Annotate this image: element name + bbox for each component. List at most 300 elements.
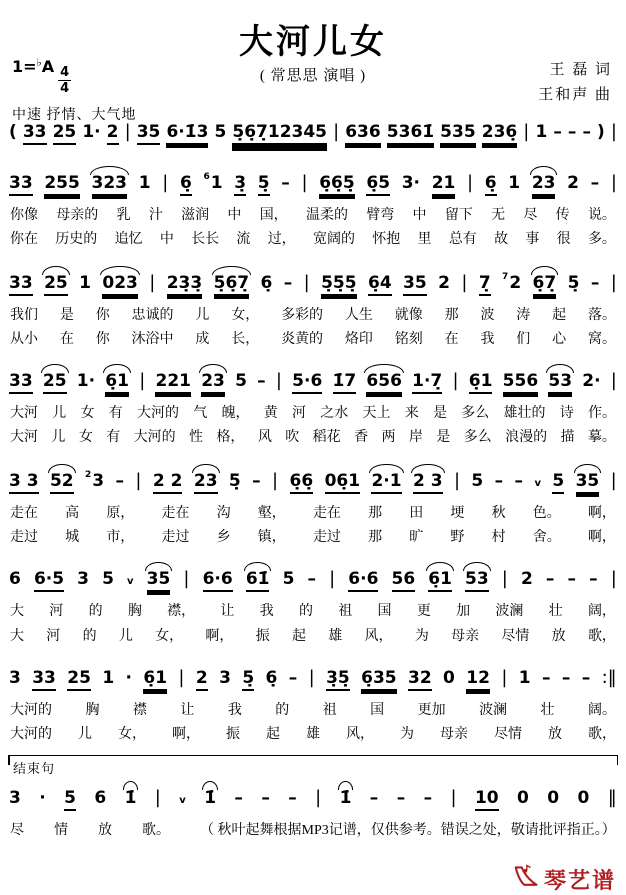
lyric-word: 河	[292, 406, 306, 422]
lyric-word: 中	[159, 232, 174, 248]
note-token: 25	[52, 122, 77, 142]
note-token: 0	[517, 787, 529, 808]
barline: |	[461, 271, 468, 293]
note-token: 535	[440, 122, 476, 142]
note-token: 06̣1	[324, 470, 361, 491]
barline: |	[272, 469, 279, 491]
note-token: 23̣3̣	[166, 272, 203, 293]
lyric-word: 岸	[408, 430, 423, 446]
note-token: 3	[9, 667, 21, 688]
lyric-word: 性	[189, 430, 204, 446]
barline: :‖	[601, 666, 617, 688]
meter-top: 4	[60, 65, 70, 80]
note-token: 32	[408, 667, 432, 688]
lyric-word: 高	[65, 505, 80, 521]
lyric-word: 放	[98, 822, 112, 838]
lyric-word: 成	[195, 331, 210, 347]
note-token: –	[396, 787, 406, 808]
lyric-word: 波	[480, 307, 495, 323]
note-token: 221	[155, 371, 191, 392]
lyric-word: 乳	[116, 208, 131, 223]
lyric-word: 你在	[10, 232, 38, 248]
note-token: 1·7̣	[412, 371, 443, 392]
lyric-word: 传	[555, 208, 570, 223]
lyric-word: 忠诚的	[131, 307, 174, 323]
lyric-word: 的	[88, 604, 103, 620]
breath-mark: v	[127, 576, 134, 588]
note-token: 3	[9, 787, 21, 808]
lyric-word: 为	[400, 727, 414, 743]
lyric-word: 母亲	[440, 727, 468, 743]
lyric-word: 铭刻	[394, 331, 423, 347]
system-7	[8, 656, 618, 746]
lyric-word: 秋	[491, 505, 506, 521]
note-token: 6̣1	[105, 371, 129, 392]
lyric-word: 歌。	[142, 822, 170, 838]
barline: ‖	[607, 786, 617, 808]
barline: |	[501, 666, 508, 688]
lyrics-line	[8, 701, 618, 721]
lyric-word: 大河	[10, 406, 38, 422]
lyric-word: 流	[236, 232, 251, 248]
lyric-word: 浪漫的	[505, 430, 548, 446]
note-token: 236̣	[481, 122, 518, 142]
lyric-word: 舍。	[532, 530, 561, 546]
lyrics-line	[8, 504, 618, 524]
lyric-word: 胸	[85, 702, 100, 718]
lyric-word: 我们	[10, 307, 38, 323]
note-token: –	[541, 667, 551, 688]
lyric-word: 振	[226, 727, 240, 743]
barline: |	[453, 469, 461, 491]
lyric-word: 走过	[161, 530, 190, 546]
lyric-word: 村	[491, 530, 506, 546]
lyric-word: 那	[368, 530, 383, 546]
grace-note: 6	[203, 172, 210, 182]
lyric-word: 雄壮的	[503, 406, 546, 422]
lyric-word: 壮	[548, 604, 563, 620]
note-token: 23	[193, 470, 218, 491]
lyric-word: 女，	[155, 628, 184, 644]
logo-text: 琴艺谱	[543, 867, 616, 893]
note-token: )	[597, 122, 605, 142]
lyric-word: 国，	[259, 208, 288, 223]
note-token: 6̣4	[367, 272, 392, 293]
lyric-word: 摹。	[587, 430, 616, 446]
lyric-word: 女，	[231, 307, 260, 323]
lyric-word: 啊，	[172, 727, 200, 743]
lyric-word: 风，	[346, 727, 374, 743]
lyric-word: 过，	[267, 232, 296, 248]
lyric-word: 在	[59, 331, 74, 347]
note-token: –	[307, 569, 317, 590]
lyric-word: 黄	[263, 406, 278, 422]
note-token: 56	[391, 569, 416, 590]
note-token: –	[257, 371, 266, 392]
lyric-word: 烙印	[344, 331, 373, 347]
note-token: 21	[431, 173, 456, 193]
note-token: 5̣	[257, 173, 270, 193]
lyric-word: 的	[82, 628, 97, 644]
lyric-word: 格，	[216, 430, 245, 446]
lyric-word: 尽	[10, 822, 24, 838]
note-token: –	[261, 787, 270, 808]
note-token: 6̣1	[143, 667, 168, 688]
lyric-word: 阔，	[587, 604, 616, 620]
score-header	[8, 6, 618, 123]
barline: |	[178, 666, 185, 688]
note-token: 53	[548, 371, 573, 392]
note-token: 3̣	[234, 173, 247, 193]
lyric-word: 很	[556, 232, 571, 248]
ending-label: 结束句	[13, 760, 56, 776]
note-token: –	[288, 667, 298, 688]
lyric-word: 祖	[338, 604, 353, 620]
lyric-word: 原，	[106, 505, 135, 521]
ending-bracket	[8, 755, 618, 766]
note-token: 1	[535, 122, 548, 142]
flat-sign: ♭	[36, 56, 42, 69]
lyric-word: 无	[491, 208, 506, 223]
note-token: 5361̇	[386, 122, 435, 142]
lyric-word: 野	[450, 530, 465, 546]
lyric-word: 儿	[51, 430, 66, 446]
lyric-word: 有	[108, 406, 123, 422]
note-token: 5̣	[242, 667, 255, 688]
barline: |	[162, 172, 169, 193]
note-token: 6·1̇3	[166, 122, 209, 142]
lyric-word: 儿	[52, 406, 67, 422]
lyric-word: 起	[552, 307, 567, 323]
lyric-word: 旷	[409, 530, 424, 546]
performer-subtitle: ( 常思思 演唱 )	[259, 68, 367, 84]
note-token: 1	[79, 272, 91, 293]
lyric-word: 的	[298, 604, 313, 620]
lyric-word: 祖	[322, 702, 337, 718]
note-token: 6·6	[202, 569, 233, 590]
notation-line	[8, 359, 618, 400]
grace-note: 2	[85, 469, 92, 480]
lyric-word: 的	[275, 702, 290, 718]
lyric-word: 历史的	[55, 232, 98, 248]
note-token: 33	[9, 371, 33, 392]
barline: |	[333, 121, 340, 142]
lyric-word: 大	[10, 628, 24, 644]
lyric-word: 人生	[344, 307, 373, 323]
lyric-word: 沟	[216, 505, 231, 521]
note-token: 5	[102, 569, 114, 590]
lyric-word: 走过	[312, 530, 341, 546]
lyric-word: 心	[552, 331, 567, 347]
note-token: 7̣	[478, 272, 491, 293]
lyrics-line	[8, 306, 618, 326]
lyric-word: 壑，	[257, 505, 286, 521]
note-token: –	[567, 569, 576, 590]
note-token: 5̣6̣7̣12345	[232, 122, 328, 142]
lyric-word: 那	[444, 307, 459, 323]
note-token: ·	[125, 667, 132, 688]
note-token: $^7$2	[502, 271, 522, 293]
note-token: 5	[552, 470, 565, 491]
piano-note-logo-icon	[513, 864, 541, 895]
note-token: –	[115, 470, 125, 491]
barline: |	[523, 121, 530, 142]
lyric-word: 尽情	[501, 628, 530, 644]
lyrics-line	[8, 627, 618, 647]
note-token: 1	[518, 667, 531, 688]
song-title: 大河儿女	[239, 23, 387, 61]
notation-line	[8, 557, 618, 598]
system-8	[8, 755, 618, 841]
note-token: 35	[136, 122, 161, 142]
lyric-word: 儿	[78, 727, 92, 743]
note-token: 12	[466, 667, 490, 688]
note-token: 3	[77, 569, 89, 590]
lyric-word: 炎黄的	[281, 331, 324, 347]
barline: |	[610, 568, 617, 590]
note-token: 255	[44, 173, 80, 193]
note-token: 2·	[582, 371, 601, 392]
lyric-word: 啊，	[587, 505, 616, 521]
lyric-word: 留下	[444, 208, 473, 223]
barline: |	[135, 469, 142, 491]
lyric-word: 女，	[118, 727, 146, 743]
barline: |	[275, 370, 282, 392]
note-token: 6̣1	[428, 569, 452, 590]
lyric-word: 更加	[417, 702, 446, 718]
lyric-word: 城	[65, 530, 80, 546]
lyric-word: 窝。	[587, 331, 616, 347]
note-token: 6̣5	[366, 173, 391, 193]
note-token: 6̣	[265, 667, 278, 688]
note-token: –	[423, 787, 433, 808]
note-token: 6̣1	[468, 371, 493, 392]
lyric-word: 多。	[587, 232, 616, 248]
note-token: 556	[502, 371, 539, 392]
note-token: 2	[520, 569, 533, 590]
lyric-word: 壮	[540, 702, 555, 718]
system-2	[8, 160, 618, 251]
note-token: –	[567, 122, 577, 142]
lyric-word: 滋润	[181, 208, 210, 223]
lyric-word: 你像	[10, 208, 38, 223]
lyric-word: 起	[266, 727, 280, 743]
lyric-word: 大河	[10, 430, 38, 446]
score	[8, 110, 618, 841]
lyric-word: 大河的	[10, 727, 52, 743]
note-token: 25	[44, 272, 68, 293]
lyric-word: 吹	[285, 430, 300, 446]
note-token: 5̣	[228, 470, 241, 491]
note-token: –	[590, 173, 600, 193]
lyric-word: 为	[414, 628, 429, 644]
lyric-word: 描	[560, 430, 575, 446]
note-token: 1	[138, 173, 151, 193]
note-token: 6·6	[348, 569, 379, 590]
note-token: 656	[366, 371, 402, 392]
note-token: –	[283, 272, 293, 293]
lyric-word: 河	[49, 604, 64, 620]
key-signature	[12, 56, 137, 95]
note-token: 1̇	[204, 787, 217, 808]
footer	[8, 850, 618, 895]
lyric-word: 诗	[559, 406, 574, 422]
note-token: 1̇7	[332, 371, 357, 392]
lyric-word: 国	[370, 702, 385, 718]
note-token: 2	[438, 272, 450, 293]
lyric-word: 气	[193, 406, 208, 422]
notation-line	[8, 458, 618, 500]
note-token: 3 3	[9, 470, 39, 491]
barline: |	[329, 568, 336, 590]
lyric-word: 来	[404, 406, 419, 422]
note-token: –	[589, 569, 598, 590]
note-token: 2 2	[152, 470, 183, 491]
note-token: 1	[102, 667, 115, 688]
lyric-word: 河	[46, 628, 61, 644]
lyric-word: 中	[227, 208, 242, 223]
lyric-word: 作。	[588, 406, 616, 422]
lyric-word: 温柔的	[305, 208, 348, 223]
note-token: 5̣	[567, 272, 580, 293]
lyric-word: 大河的	[133, 430, 176, 446]
note-token: 6	[9, 569, 21, 590]
lyric-word: 落。	[587, 307, 616, 323]
lyric-word: 波澜	[479, 702, 508, 718]
system-3	[8, 260, 618, 351]
note-token: 5	[214, 122, 227, 142]
note-token: 6·5	[33, 569, 65, 590]
lyric-word: 之水	[320, 406, 349, 422]
note-token: 33	[9, 272, 33, 293]
lyric-word: 走在	[312, 505, 341, 521]
key-prefix: 1=	[12, 57, 37, 76]
barline: |	[501, 568, 508, 590]
lyric-word: 事	[525, 232, 540, 248]
lyric-word: 走在	[161, 505, 190, 521]
note-token: 3̣5̣	[326, 667, 350, 688]
barline: |	[450, 786, 457, 808]
note-token: 6	[94, 787, 107, 808]
note-token: 5·6	[292, 371, 323, 392]
system-5	[8, 458, 618, 549]
note-token: 6̣35	[361, 667, 397, 688]
note-token: 0	[443, 667, 455, 688]
lyric-word: 大	[10, 604, 24, 620]
note-token: 5	[282, 569, 295, 590]
note-token: 23	[531, 173, 556, 193]
lyric-word: 国	[377, 604, 392, 620]
lyric-word: 尽	[523, 208, 538, 223]
note-token: 6̣	[260, 272, 273, 293]
note-token: 6̣6̣	[289, 470, 314, 491]
lyric-word: 母亲	[451, 628, 480, 644]
lyric-word: （ 秋叶起舞根据MP3记谱，仅供参考。错误之处，敬请批评指正。）	[200, 822, 616, 838]
lyrics-line	[8, 602, 618, 622]
barline: |	[139, 370, 146, 392]
lyric-word: 总有	[448, 232, 477, 248]
lyric-word: 啊，	[205, 628, 234, 644]
lyric-word: 臂弯	[366, 208, 395, 223]
lyrics-line	[8, 404, 618, 424]
lyric-word: 情	[54, 822, 68, 838]
note-token: 0	[547, 787, 560, 808]
note-token: 5̣5̣5̣	[321, 272, 357, 293]
lyric-word: 我	[227, 702, 242, 718]
lyric-word: 风	[257, 430, 272, 446]
note-token: 2·1	[371, 470, 402, 491]
lyric-word: 就像	[394, 307, 423, 323]
lyric-word: 歌，	[587, 628, 616, 644]
lyric-word: 母亲的	[56, 208, 99, 223]
logo	[513, 864, 616, 895]
note-token: 61̇	[245, 569, 270, 590]
lyric-word: 乡	[216, 530, 231, 546]
lyric-word: 两	[381, 430, 396, 446]
credits-block	[538, 58, 612, 108]
system-4	[8, 359, 618, 449]
note-token: 3·	[401, 173, 421, 193]
lyric-word: 沐浴中	[131, 331, 174, 347]
key-tempo-block	[12, 56, 137, 124]
note-token: 2	[195, 667, 208, 688]
note-token: 1̇	[339, 787, 352, 808]
barline: |	[308, 666, 315, 688]
lyric-word: 雄	[306, 727, 320, 743]
lyric-word: 色。	[532, 505, 561, 521]
lyric-word: 襟	[132, 702, 147, 718]
lyricist-credit: 王 磊 词	[549, 62, 612, 78]
lyrics-line	[8, 725, 618, 745]
lyric-word: 香	[354, 430, 369, 446]
lyric-word: 在	[444, 331, 459, 347]
lyric-word: 宽阔的	[312, 232, 355, 248]
note-token: 0	[577, 787, 590, 808]
note-token: –	[369, 787, 379, 808]
notation-line	[8, 773, 618, 817]
lyric-word: 走过	[10, 530, 38, 546]
barline: |	[149, 271, 156, 293]
note-token: 2	[567, 173, 579, 193]
lyric-word: 让	[220, 604, 235, 620]
lyric-word: 歌，	[588, 727, 616, 743]
notation-line	[8, 656, 618, 697]
note-token: –	[590, 272, 600, 293]
lyric-word: 让	[180, 702, 195, 718]
note-token: 33	[9, 173, 33, 193]
lyric-word: 长，	[231, 331, 260, 347]
lyric-word: 你	[95, 331, 110, 347]
lyric-word: 怀抱	[372, 232, 401, 248]
lyric-word: 魄，	[221, 406, 250, 422]
note-token: –	[252, 470, 261, 491]
note-token: 6̣	[484, 173, 497, 193]
page	[8, 0, 618, 895]
note-token: 23	[201, 371, 225, 392]
note-token: 25	[42, 371, 67, 392]
note-token: 6̣	[179, 173, 192, 193]
note-token: –	[582, 122, 591, 142]
lyric-word: 里	[417, 232, 432, 248]
lyric-word: 儿	[195, 307, 210, 323]
note-token: $^6$1	[203, 172, 223, 193]
lyrics-line	[8, 428, 618, 448]
note-token: 1·	[76, 371, 96, 392]
barline: |	[610, 271, 617, 293]
grace-note: 7	[502, 271, 509, 282]
barline: |	[303, 271, 310, 293]
notation-line	[8, 160, 618, 202]
